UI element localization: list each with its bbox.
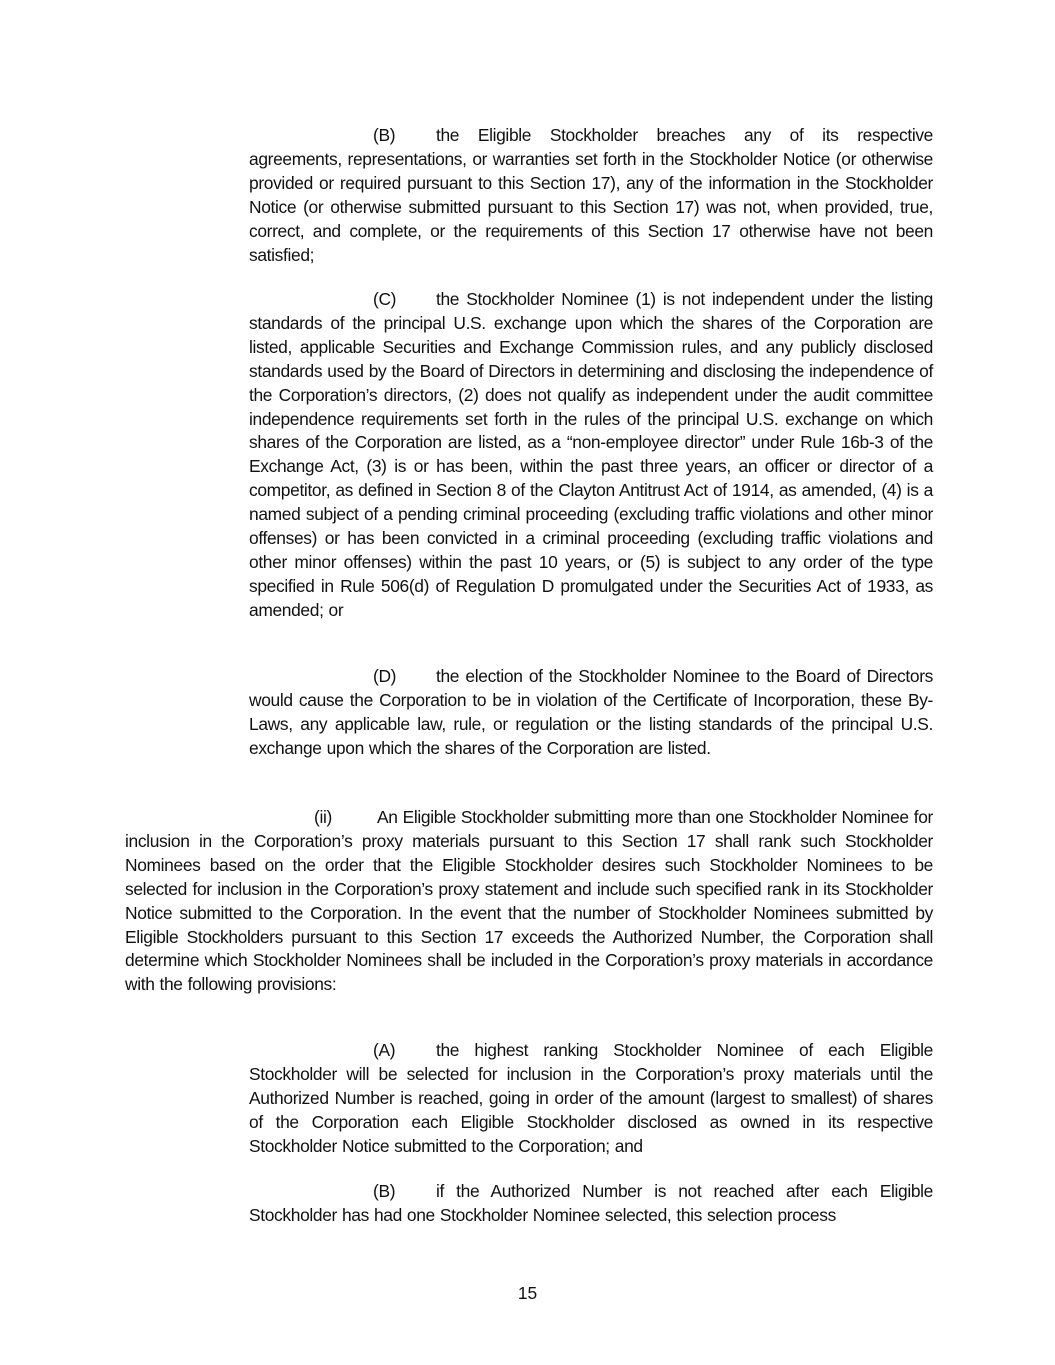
clause-d-violation <box>249 665 933 761</box>
clause-text: the Stockholder Nominee (1) is not independent under the listing standards of the principal U.S. exchange upon which the shares of the Corporation are listed, applicable Securities and Exchange Commission rules, and any publicly disclosed standards used by the Board of Directors in determining and disclosing the independence of the Corporation’s directors, (2) does not qualify as independent under the audit committee independence requirements set forth in the rules of the principal U.S. exchange on which shares of the Corporation are listed, as a “non-employee director” under Rule 16b-3 of the Exchange Act, (3) is or has been, within the past three years, an officer or director of a competitor, as defined in Section 8 of the Clayton Antitrust Act of 1914, as amended, (4) is a named subject of a pending criminal proceeding (excluding traffic violations and other minor offenses) or has been convicted in a criminal proceeding (excluding traffic violations and other minor offenses) within the past 10 years, or (5) is subject to any order of the type specified in Rule 506(d) of Regulation D promulgated under the Securities Act of 1933, as amended; or <box>249 289 933 620</box>
clause-text: if the Authorized Number is not reached after each Eligible Stockholder has had one Stockholder Nominee selected, this selection process <box>249 1181 933 1225</box>
clause-b-authorized-number <box>249 1180 933 1228</box>
section-label: (ii) <box>314 807 332 827</box>
page-number: 15 <box>517 1283 538 1303</box>
clause-b-breach <box>249 124 933 267</box>
clause-label: (D) <box>373 666 397 686</box>
clause-label: (A) <box>373 1040 396 1060</box>
clause-text: the highest ranking Stockholder Nominee of each Eligible Stockholder will be selected for inclusion in the Corporation’s proxy materials until the Authorized Number is reached, going in order of the amount (largest to smallest) of shares of the Corporation each Eligible Stockholder disclosed as owned in its respective Stockholder Notice submitted to the Corporation; and <box>249 1040 933 1156</box>
clause-text: the election of the Stockholder Nominee to the Board of Directors would cause the Corporation to be in violation of the Certificate of Incorporation, these By-Laws, any applicable law, rule, or regulation or the listing standards of the principal U.S. exchange upon which the shares of the Corporation are listed. <box>249 666 933 758</box>
clause-label: (C) <box>373 289 397 309</box>
clause-c-independence <box>249 288 933 623</box>
clause-label: (B) <box>373 1181 396 1201</box>
section-ii-ranking <box>125 806 933 997</box>
clause-label: (B) <box>373 125 396 145</box>
section-text: An Eligible Stockholder submitting more than one Stockholder Nominee for inclusion in the Corporation’s proxy materials pursuant to this Section 17 shall rank such Stockholder Nominees based on the order that the Eligible Stockholder desires such Stockholder Nominees to be selected for inclusion in the Corporation’s proxy statement and include such specified rank in its Stockholder Notice submitted to the Corporation. In the event that the number of Stockholder Nominees submitted by Eligible Stockholders pursuant to this Section 17 exceeds the Authorized Number, the Corporation shall determine which Stockholder Nominees shall be included in the Corporation’s proxy materials in accordance with the following provisions: <box>125 807 933 995</box>
clause-a-selection <box>249 1039 933 1159</box>
clause-text: the Eligible Stockholder breaches any of its respective agreements, representations, or warranties set forth in the Stockholder Notice (or otherwise provided or required pursuant to this Section 17), any of the information in the Stockholder Notice (or otherwise submitted pursuant to this Section 17) was not, when provided, true, correct, and complete, or the requirements of this Section 17 otherwise have not been satisfied; <box>249 125 933 265</box>
